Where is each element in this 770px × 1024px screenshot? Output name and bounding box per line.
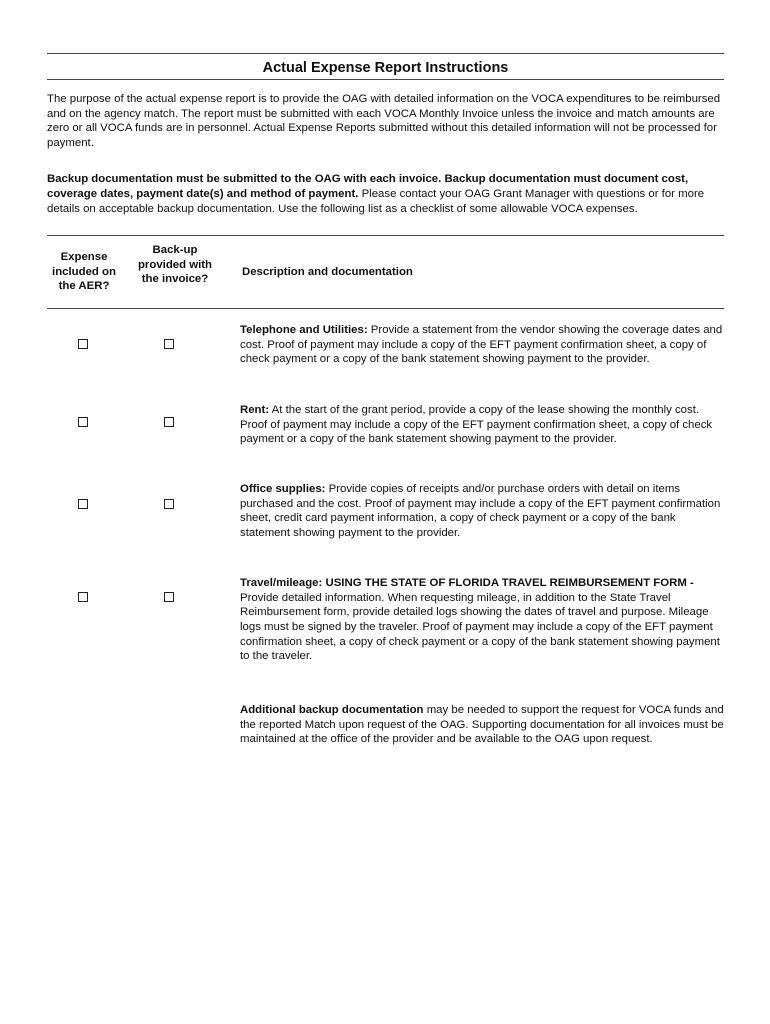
header-backup-provided: Back-up provided with the invoice? xyxy=(137,244,213,286)
backup-provided-checkbox[interactable] xyxy=(164,499,174,509)
row-description xyxy=(240,323,724,367)
additional-label: Additional backup documentation xyxy=(240,704,424,717)
backup-provided-checkbox[interactable] xyxy=(164,417,174,427)
backup-provided-checkbox[interactable] xyxy=(164,339,174,349)
backup-text: Please contact your OAG Grant Manager with questions or for more details on acceptable backup documentation. Use the following list as a checklist of some allowable VOCA expenses. xyxy=(47,187,705,215)
row-description xyxy=(240,482,724,540)
header-description: Description and documentation xyxy=(242,266,413,279)
title-rule xyxy=(47,79,724,80)
expense-included-checkbox[interactable] xyxy=(78,592,88,602)
expense-included-checkbox[interactable] xyxy=(78,339,88,349)
row-text: Provide copies of receipts and/or purchase orders with detail on items purchased and the cost. Proof of payment may include a copy of the EFT payment confirmation sheet, credit card payment information, a copy of check payment or a copy of the bank statement showing payment to the provider. xyxy=(240,483,721,539)
row-text: Provide a statement from the vendor showing the coverage dates and cost. Proof of payment may include a copy of the EFT payment confirmation sheet, a copy of check payment or a copy of the bank statement showing payment to the provider. xyxy=(240,324,723,366)
backup-provided-checkbox[interactable] xyxy=(164,592,174,602)
additional-description xyxy=(240,703,724,747)
checklist-rows xyxy=(47,309,724,789)
row-label: Travel/mileage: USING THE STATE OF FLORIDA TRAVEL REIMBURSEMENT FORM - xyxy=(240,577,694,590)
backup-bold-text: Backup documentation must be submitted to the OAG with each invoice. Backup documentation must document cost, coverage dates, payment date(s) and method of payment. xyxy=(47,173,689,200)
page-title: Actual Expense Report Instructions xyxy=(262,60,509,76)
expense-included-checkbox[interactable] xyxy=(78,499,88,509)
row-label: Office supplies: xyxy=(240,483,326,496)
row-description xyxy=(240,576,724,664)
intro-paragraph: The purpose of the actual expense report is to provide the OAG with detailed information on the VOCA expenditures to be reimbursed and on the agency match. The report must be submitted with each VOCA Monthly Invoice unless the invoice and match amounts are zero or all VOCA funds are in personnel. Actual Expense Reports submitted without this detailed information will not be processed for payment. xyxy=(47,93,721,149)
header-expense-included: Expense included on the AER? xyxy=(52,251,116,293)
backup-paragraph xyxy=(47,172,724,216)
row-label: Rent: xyxy=(240,404,270,417)
additional-text: may be needed to support the request for VOCA funds and the reported Match upon request of the OAG. Supporting documentation for all invoices must be maintained at the office of the provider and be available to the OAG upon request. xyxy=(240,704,724,746)
row-label: Telephone and Utilities: xyxy=(240,324,368,337)
row-text: Provide detailed information. When requesting mileage, in addition to the State Travel Reimbursement form, provide detailed logs showing the dates of travel and purpose. Mileage logs must be signed by the traveler. Proof of payment may include a copy of the EFT payment confirmation sheet, a copy of check payment or a copy of the bank statement showing payment to the traveler. xyxy=(240,591,720,663)
row-description xyxy=(240,403,724,447)
document-page xyxy=(47,53,724,789)
row-text: At the start of the grant period, provide a copy of the lease showing the monthly cost. Proof of payment may include a copy of the EFT payment confirmation sheet, a copy of check payment or a copy of the bank statement showing payment to the provider. xyxy=(240,404,713,446)
expense-included-checkbox[interactable] xyxy=(78,417,88,427)
table-header xyxy=(47,236,724,308)
